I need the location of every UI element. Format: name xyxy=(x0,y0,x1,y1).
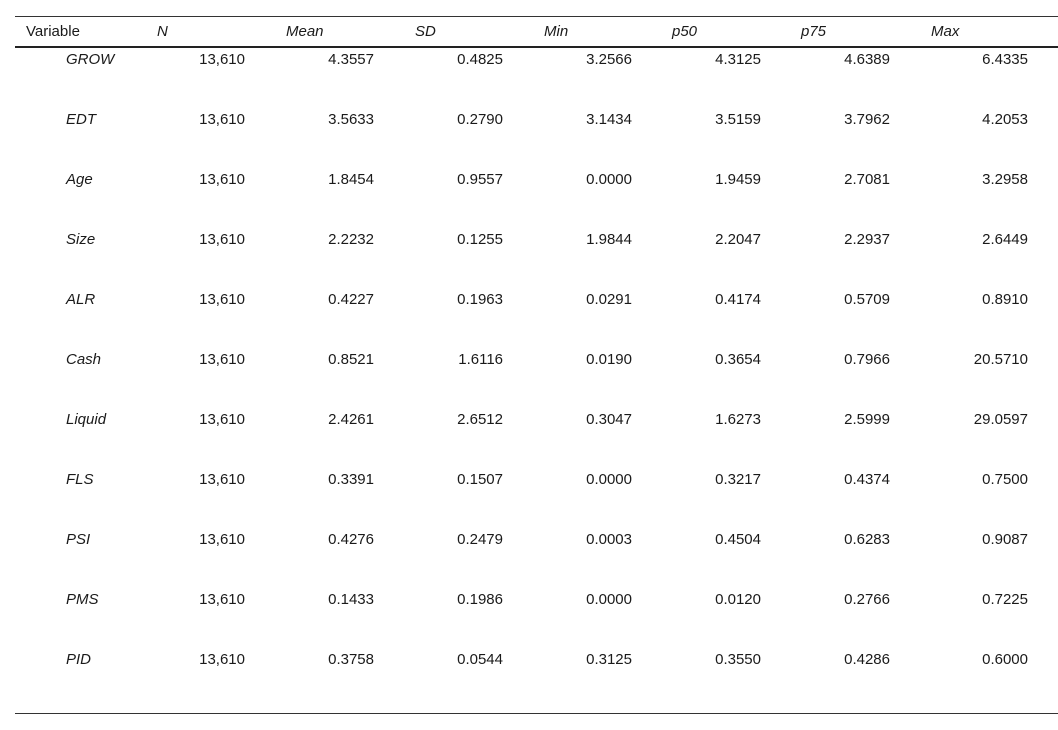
table-cell: 0.3758 xyxy=(328,651,374,668)
row-variable-name: PMS xyxy=(66,591,99,608)
header-sd: SD xyxy=(415,23,436,40)
table-cell: 13,610 xyxy=(199,471,245,488)
table-cell: 0.4286 xyxy=(844,651,890,668)
table-cell: 0.2479 xyxy=(457,531,503,548)
table-cell: 0.4276 xyxy=(328,531,374,548)
table-cell: 6.4335 xyxy=(982,51,1028,68)
table-cell: 0.0291 xyxy=(586,291,632,308)
table-bottom-rule xyxy=(15,713,1058,714)
row-variable-name: Size xyxy=(66,231,96,248)
row-variable-name: PSI xyxy=(66,531,91,548)
table-cell: 0.3550 xyxy=(715,651,761,668)
table-cell: 13,610 xyxy=(199,531,245,548)
table-cell: 2.6512 xyxy=(457,411,503,428)
table-cell: 2.2232 xyxy=(328,231,374,248)
table-cell: 0.0000 xyxy=(586,471,632,488)
table-cell: 0.1963 xyxy=(457,291,503,308)
table-cell: 2.7081 xyxy=(844,171,890,188)
header-variable: Variable xyxy=(26,23,80,40)
table-cell: 1.6273 xyxy=(715,411,761,428)
table-cell: 13,610 xyxy=(199,111,245,128)
header-max: Max xyxy=(931,23,960,40)
table-cell: 0.1986 xyxy=(457,591,503,608)
table-row xyxy=(15,648,1058,708)
table-cell: 13,610 xyxy=(199,411,245,428)
row-variable-name: PID xyxy=(66,651,92,668)
table-cell: 0.6283 xyxy=(844,531,890,548)
table-cell: 2.2047 xyxy=(715,231,761,248)
table-cell: 0.8910 xyxy=(982,291,1028,308)
table-cell: 0.0000 xyxy=(586,171,632,188)
table-cell: 3.2958 xyxy=(982,171,1028,188)
table-cell: 0.9087 xyxy=(982,531,1028,548)
table-cell: 4.3557 xyxy=(328,51,374,68)
table-cell: 0.4227 xyxy=(328,291,374,308)
row-variable-name: GROW xyxy=(66,51,115,68)
table-cell: 0.3391 xyxy=(328,471,374,488)
table-row xyxy=(15,528,1058,588)
table-cell: 0.0120 xyxy=(715,591,761,608)
table-row xyxy=(15,588,1058,648)
table-cell: 13,610 xyxy=(199,591,245,608)
table-cell: 1.6116 xyxy=(458,351,503,368)
row-variable-name: EDT xyxy=(66,111,96,128)
table-cell: 3.5159 xyxy=(715,111,761,128)
header-mean: Mean xyxy=(286,23,324,40)
table-cell: 0.3125 xyxy=(586,651,632,668)
table-cell: 0.3047 xyxy=(586,411,632,428)
table-cell: 20.5710 xyxy=(973,351,1028,368)
table-cell: 0.4825 xyxy=(457,51,503,68)
table-cell: 3.2566 xyxy=(586,51,632,68)
row-variable-name: Liquid xyxy=(66,411,107,428)
table-cell: 13,610 xyxy=(199,651,245,668)
table-cell: 0.1507 xyxy=(457,471,503,488)
table-row xyxy=(15,108,1058,168)
table-cell: 13,610 xyxy=(199,171,245,188)
table-cell: 0.9557 xyxy=(457,171,503,188)
table-cell: 0.0190 xyxy=(586,351,632,368)
header-p50: p50 xyxy=(672,23,698,40)
table-cell: 4.3125 xyxy=(715,51,761,68)
table-cell: 0.7966 xyxy=(844,351,890,368)
table-cell: 0.3217 xyxy=(715,471,761,488)
table-cell: 0.5709 xyxy=(844,291,890,308)
row-variable-name: Cash xyxy=(66,351,102,368)
table-cell: 1.9844 xyxy=(586,231,632,248)
table-row xyxy=(15,288,1058,348)
table-cell: 2.5999 xyxy=(844,411,890,428)
table-cell: 2.2937 xyxy=(844,231,890,248)
table-cell: 4.2053 xyxy=(982,111,1028,128)
table-cell: 0.3654 xyxy=(715,351,761,368)
table-cell: 1.9459 xyxy=(715,171,761,188)
table-row xyxy=(15,228,1058,288)
table-row xyxy=(15,468,1058,528)
row-variable-name: ALR xyxy=(66,291,96,308)
table-cell: 0.2766 xyxy=(844,591,890,608)
table-cell: 3.7962 xyxy=(844,111,890,128)
table-row xyxy=(15,348,1058,408)
table-cell: 13,610 xyxy=(199,231,245,248)
table-cell: 0.0003 xyxy=(586,531,632,548)
table-cell: 0.8521 xyxy=(328,351,374,368)
table-cell: 0.7500 xyxy=(982,471,1028,488)
table-cell: 1.8454 xyxy=(328,171,374,188)
header-n: N xyxy=(157,23,168,40)
table-cell: 2.6449 xyxy=(982,231,1028,248)
table-cell: 3.5633 xyxy=(328,111,374,128)
table-row xyxy=(15,48,1058,108)
table-cell: 0.4504 xyxy=(715,531,761,548)
table-cell: 13,610 xyxy=(199,51,245,68)
table-cell: 29.0597 xyxy=(973,411,1028,428)
table-cell: 0.1433 xyxy=(328,591,374,608)
header-p75: p75 xyxy=(801,23,827,40)
table-row xyxy=(15,168,1058,228)
table-cell: 2.4261 xyxy=(328,411,374,428)
table-cell: 0.0544 xyxy=(457,651,503,668)
table-cell: 4.6389 xyxy=(844,51,890,68)
table-row xyxy=(15,408,1058,468)
table-cell: 0.2790 xyxy=(457,111,503,128)
header-min: Min xyxy=(544,23,569,40)
table-cell: 3.1434 xyxy=(586,111,632,128)
table-cell: 0.6000 xyxy=(982,651,1028,668)
table-cell: 13,610 xyxy=(199,351,245,368)
table-cell: 0.0000 xyxy=(586,591,632,608)
table-cell: 0.4374 xyxy=(844,471,890,488)
table-cell: 0.1255 xyxy=(457,231,503,248)
table-cell: 0.4174 xyxy=(715,291,761,308)
table-cell: 13,610 xyxy=(199,291,245,308)
row-variable-name: FLS xyxy=(66,471,94,488)
table-header xyxy=(15,16,1058,47)
table-cell: 0.7225 xyxy=(982,591,1028,608)
row-variable-name: Age xyxy=(66,171,93,188)
